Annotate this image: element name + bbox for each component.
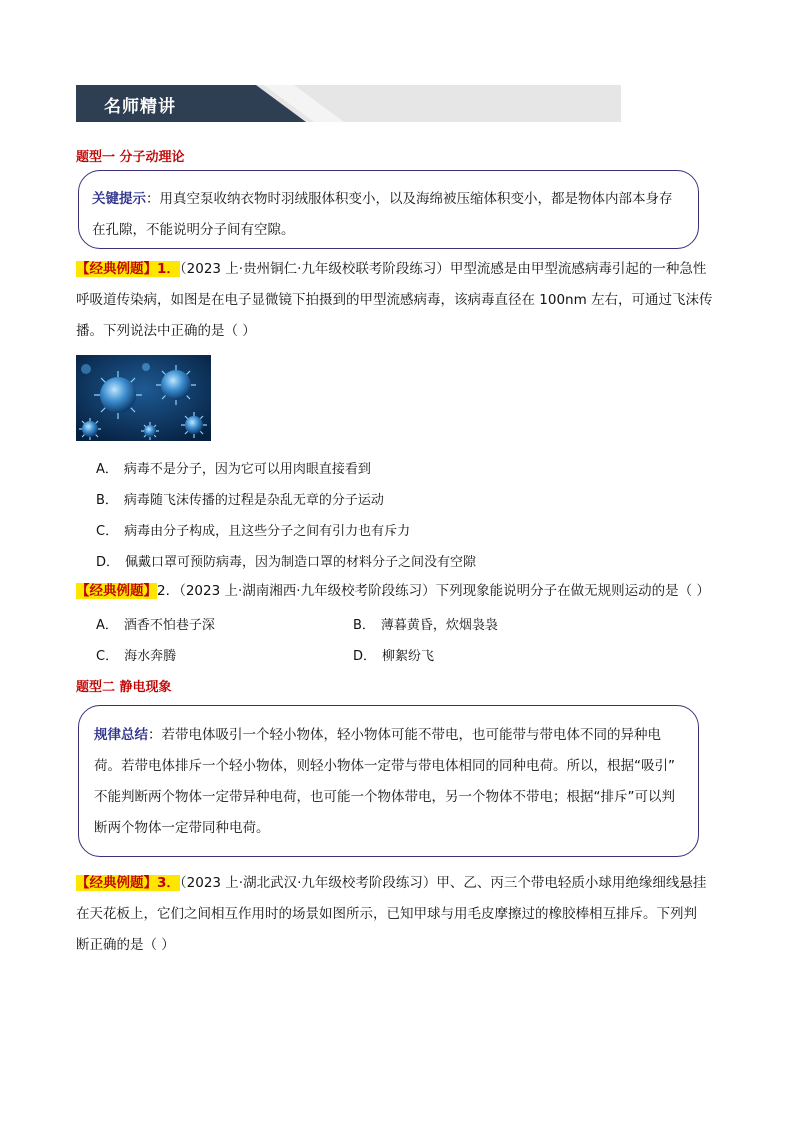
example-tag: 【经典例题】: [76, 875, 157, 891]
virus-illustration: [76, 355, 211, 441]
key-tip-box: [78, 170, 699, 249]
section-title-2: 题型二 静电现象: [76, 680, 172, 695]
question-3-line-2: 在天花板上，它们之间相互作用时的场景如图所示，已知甲球与用毛皮摩擦过的橡胶棒相互排斥。下列判: [76, 906, 697, 922]
rule-summary-label: 规律总结: [94, 727, 148, 743]
example-tag: 【经典例题】: [76, 583, 157, 599]
question-3-line-1: 【经典例题】3．（2023 上·湖北武汉·九年级校考阶段练习）甲、乙、丙三个带电轻质小球用绝缘细线悬挂: [76, 875, 707, 891]
section-title-1: 题型一 分子动理论: [76, 150, 185, 165]
rule-summary-box: [78, 705, 699, 857]
q1-option-d[interactable]: D． 佩戴口罩可预防病毒，因为制造口罩的材料分子之间没有空隙: [96, 555, 477, 570]
question-1-line-2: 呼吸道传染病，如图是在电子显微镜下拍摄到的甲型流感病毒，该病毒直径在 100nm 左右，可通过飞沫传: [76, 292, 713, 308]
banner-title: 名师精讲: [104, 97, 176, 117]
q1-option-b[interactable]: B． 病毒随飞沫传播的过程是杂乱无章的分子运动: [96, 493, 384, 508]
example-tag: 【经典例题】: [76, 261, 157, 277]
q1-option-a[interactable]: A． 病毒不是分子，因为它可以用肉眼直接看到: [96, 462, 371, 477]
question-number: 2．: [157, 583, 180, 599]
q2-option-d[interactable]: D． 柳絮纷飞: [353, 649, 435, 664]
question-number: 1．: [157, 261, 180, 277]
question-number: 3．: [157, 875, 180, 891]
key-tip-line-2: 在孔隙，不能说明分子间有空隙。: [92, 222, 295, 238]
rule-summary-line-3: 不能判断两个物体一定带异种电荷，也可能一个物体带电，另一个物体不带电；根据“排斥”可以判: [94, 789, 675, 805]
question-1-line-1: 【经典例题】1．（2023 上·贵州铜仁·九年级校联考阶段练习）甲型流感是由甲型流感病毒引起的一种急性: [76, 261, 707, 277]
q2-option-b[interactable]: B． 薄暮黄昏，炊烟袅袅: [353, 618, 498, 633]
question-1-line-3: 播。下列说法中正确的是（ ）: [76, 323, 256, 339]
question-3-line-3: 断正确的是（ ）: [76, 937, 175, 953]
virus-microscope-image: [76, 355, 211, 441]
question-2-line-1: 【经典例题】2．（2023 上·湖南湘西·九年级校考阶段练习）下列现象能说明分子在做无规则运动的是（ ）: [76, 583, 710, 599]
q2-option-a[interactable]: A． 酒香不怕巷子深: [96, 618, 215, 633]
rule-summary-line-2: 荷。若带电体排斥一个轻小物体，则轻小物体一定带与带电体相同的同种电荷。所以，根据“吸引”: [94, 758, 675, 774]
q1-option-c[interactable]: C． 病毒由分子构成，且这些分子之间有引力也有斥力: [96, 524, 411, 539]
q2-option-c[interactable]: C． 海水奔腾: [96, 649, 177, 664]
section-banner: [76, 85, 621, 122]
key-tip-line-1: 关键提示：用真空泵收纳衣物时羽绒服体积变小，以及海绵被压缩体积变小，都是物体内部本身存: [92, 191, 673, 207]
rule-summary-line-4: 断两个物体一定带同种电荷。: [94, 820, 270, 836]
key-tip-label: 关键提示: [92, 191, 146, 207]
rule-summary-line-1: 规律总结：若带电体吸引一个轻小物体，轻小物体可能不带电，也可能带与带电体不同的异种电: [94, 727, 661, 743]
